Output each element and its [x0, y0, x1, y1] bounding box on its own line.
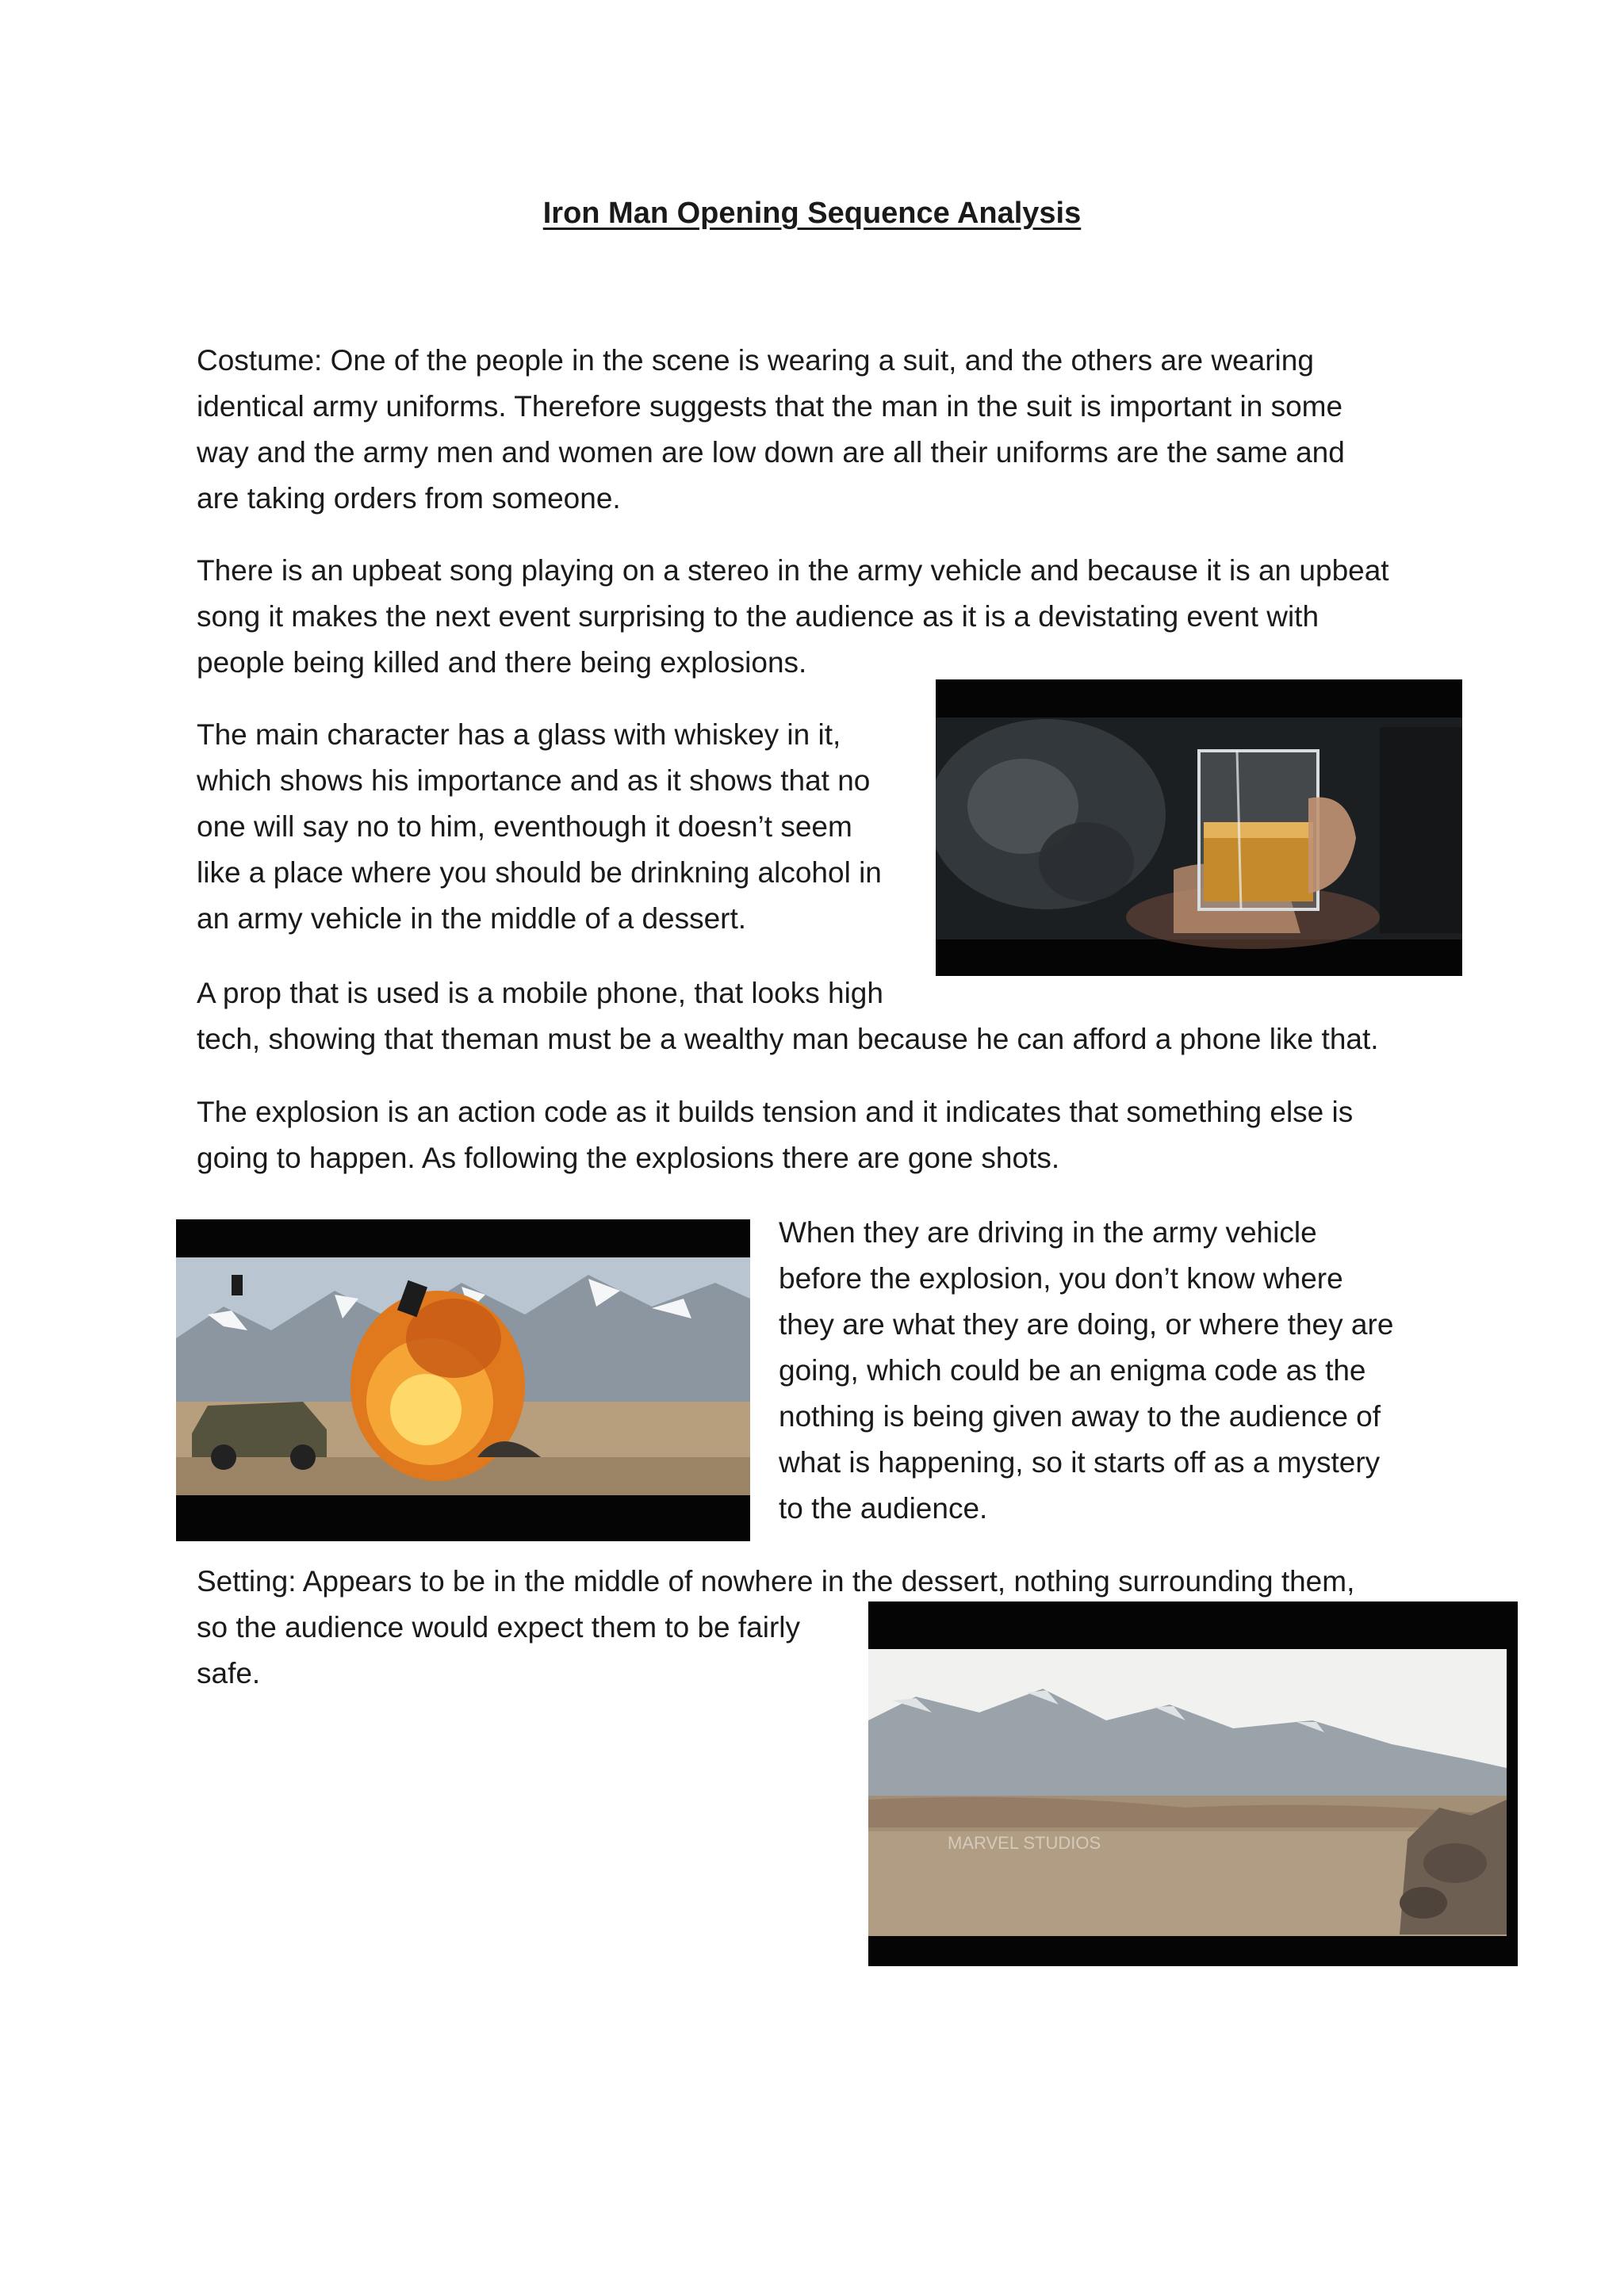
- paragraph-song: There is an upbeat song playing on a stereo in the army vehicle and because it is an upbeat song it makes the next event surprising to the audience as it is a devistating event with people being killed and there being explosions.: [197, 554, 1389, 679]
- paragraph-prop: A prop that is used is a mobile phone, that looks high tech, showing that theman must be a wealthy man because he can afford a phone like that.: [197, 977, 1379, 1055]
- marvel-studios-watermark: MARVEL STUDIOS: [948, 1833, 1101, 1853]
- document-title: Iron Man Opening Sequence Analysis: [542, 197, 1082, 230]
- whiskey-glass-film-still-icon: [936, 679, 1462, 976]
- paragraph-whiskey: The main character has a glass with whiskey in it, which shows his importance and as it shows that no one will say no to him, eventhough it doesn’t seem like a place where you should be drinkning alcohol in an army vehicle in the middle of a dessert.: [197, 718, 882, 935]
- paragraph-setting: Setting: Appears to be in the middle of nowhere in the dessert, nothing surrounding them, so the audience would expect them to be fairly safe.: [197, 1565, 1355, 1689]
- whiskey-glass-image: [936, 679, 1462, 976]
- paragraph-costume: Costume: One of the people in the scene is wearing a suit, and the others are wearing identical army uniforms. Therefore suggests that the man in the suit is important in some way and the army men and women are low down are all their uniforms are the same and are taking orders from someone.: [197, 344, 1345, 515]
- paragraph-enigma: When they are driving in the army vehicle before the explosion, you don’t know where they are what they are doing, or where they are going, which could be an enigma code as the nothing is being given away to the audience of what is happening, so it starts off as a mystery to the audience.: [779, 1216, 1394, 1525]
- paragraph-explosion: The explosion is an action code as it builds tension and it indicates that something else is going to happen. As following the explosions there are gone shots.: [197, 1096, 1354, 1174]
- explosion-film-still-icon: [176, 1219, 750, 1541]
- explosion-image: [176, 1219, 750, 1541]
